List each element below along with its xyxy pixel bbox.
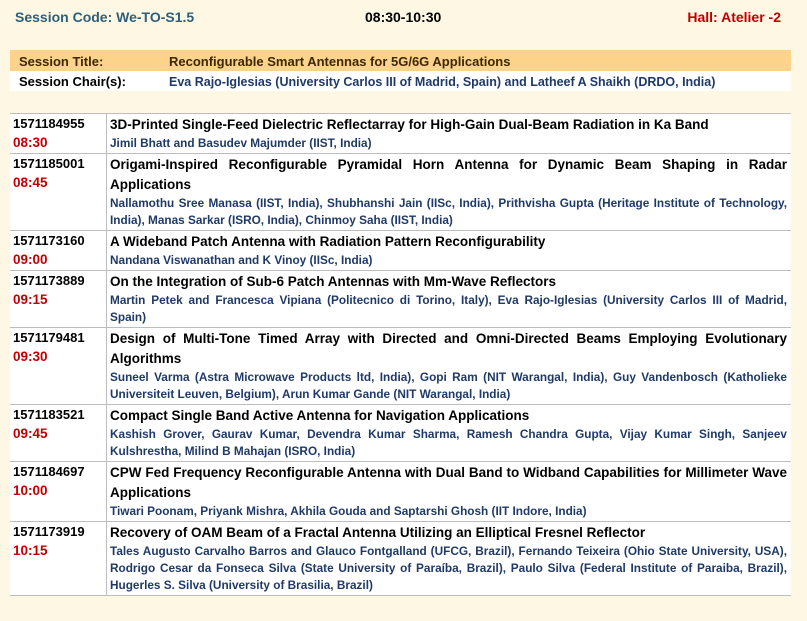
paper-time: 10:00 [13,483,48,498]
paper-authors: Tiwari Poonam, Priyank Mishra, Akhila Gouda and Saptarshi Ghosh (IIT Indore, India) [110,504,587,518]
paper-title: Origami-Inspired Reconfigurable Pyramidal Horn Antenna for Dynamic Beam Shaping in Radar Applications [110,157,787,192]
paper-details-cell [107,328,792,405]
paper-row [10,462,791,522]
paper-id-cell [10,405,107,462]
paper-id-cell [10,462,107,522]
paper-authors: Nandana Viswanathan and K Vinoy (IISc, India) [110,253,373,267]
paper-row [10,328,791,405]
paper-title: Compact Single Band Active Antenna for Navigation Applications [110,408,530,423]
session-title-row [10,50,791,71]
paper-details-cell [107,405,792,462]
session-hall: Hall: Atelier -2 [687,9,781,25]
paper-id-cell [10,328,107,405]
paper-title: Design of Multi-Tone Timed Array with Directed and Omni-Directed Beams Employing Evolutionary Algorithms [110,331,787,366]
paper-authors: Nallamothu Sree Manasa (IIST, India), Shubhanshi Jain (IISc, India), Prithvisha Gupta (Heritage Institute of Technology, India), Manas Sarkar (ISRO, India), Chinmoy Saha (IIST, India) [110,196,787,227]
paper-id: 1571184955 [13,116,85,131]
paper-time: 09:15 [13,292,48,307]
paper-row [10,405,791,462]
paper-authors: Jimil Bhatt and Basudev Majumder (IIST, India) [110,136,372,150]
paper-id-cell [10,114,107,154]
paper-id-cell [10,522,107,596]
paper-row [10,114,791,154]
papers-table [10,113,791,596]
session-code: Session Code: We-TO-S1.5 [15,9,195,25]
paper-id: 1571173160 [13,233,85,248]
session-chairs: Eva Rajo-Iglesias (University Carlos III of Madrid, Spain) and Latheef A Shaikh (DRDO, India) [169,71,791,91]
paper-row [10,271,791,328]
session-info-table [10,50,791,91]
session-chair-row [10,71,791,91]
paper-details-cell [107,231,792,271]
paper-title: CPW Fed Frequency Reconfigurable Antenna with Dual Band to Widband Capabilities for Millimeter Wave Applications [110,465,787,500]
paper-id-cell [10,154,107,231]
paper-authors: Suneel Varma (Astra Microwave Products ltd, India), Gopi Ram (NIT Warangal, India), Guy Vandenbosch (Katholieke Universiteit Leuven, Belgium), Arun Kumar Gande (NIT Warangal, India) [110,370,787,401]
paper-id-cell [10,231,107,271]
paper-id-cell [10,271,107,328]
paper-id: 1571184697 [13,464,85,479]
paper-title: On the Integration of Sub-6 Patch Antennas with Mm-Wave Reflectors [110,274,557,289]
paper-id: 1571173919 [13,524,85,539]
session-title: Reconfigurable Smart Antennas for 5G/6G Applications [169,50,791,71]
session-header [0,9,807,29]
paper-details-cell [107,271,792,328]
paper-id: 1571185001 [13,156,85,171]
paper-title: Recovery of OAM Beam of a Fractal Antenna Utilizing an Elliptical Fresnel Reflector [110,525,646,540]
paper-details-cell [107,462,792,522]
paper-title: 3D-Printed Single-Feed Dielectric Reflectarray for High-Gain Dual-Beam Radiation in Ka Band [110,117,709,132]
paper-time: 09:45 [13,426,48,441]
paper-time: 08:45 [13,175,48,190]
paper-row [10,522,791,596]
session-time: 08:30-10:30 [365,9,442,25]
paper-id: 1571183521 [13,407,85,422]
paper-authors: Martin Petek and Francesca Vipiana (Politecnico di Torino, Italy), Eva Rajo-Iglesias (University Carlos III of Madrid, Spain) [110,293,787,324]
paper-details-cell [107,114,792,154]
paper-time: 09:30 [13,349,48,364]
paper-title: A Wideband Patch Antenna with Radiation Pattern Reconfigurability [110,234,546,249]
paper-details-cell [107,522,792,596]
paper-row [10,231,791,271]
paper-row [10,154,791,231]
paper-details-cell [107,154,792,231]
session-title-label: Session Title: [10,50,169,71]
paper-time: 08:30 [13,135,48,150]
paper-authors: Tales Augusto Carvalho Barros and Glauco Fontgalland (UFCG, Brazil), Fernando Teixeira (Ohio State University, USA), Rodrigo Cesar da Fonseca Silva (State University of Paraíba, Brazil), Paulo Silva (Federal Institute of Paraiba, Brazil), Hugerles S. Silva (University of Brasilia, Brazil) [110,544,787,592]
paper-id: 1571179481 [13,330,85,345]
paper-time: 10:15 [13,543,48,558]
paper-authors: Kashish Grover, Gaurav Kumar, Devendra Kumar Sharma, Ramesh Chandra Gupta, Vijay Kumar Singh, Sanjeev Kulshrestha, Milind B Mahajan (ISRO, India) [110,427,787,458]
session-chair-label: Session Chair(s): [10,71,169,91]
paper-time: 09:00 [13,252,48,267]
paper-id: 1571173889 [13,273,85,288]
